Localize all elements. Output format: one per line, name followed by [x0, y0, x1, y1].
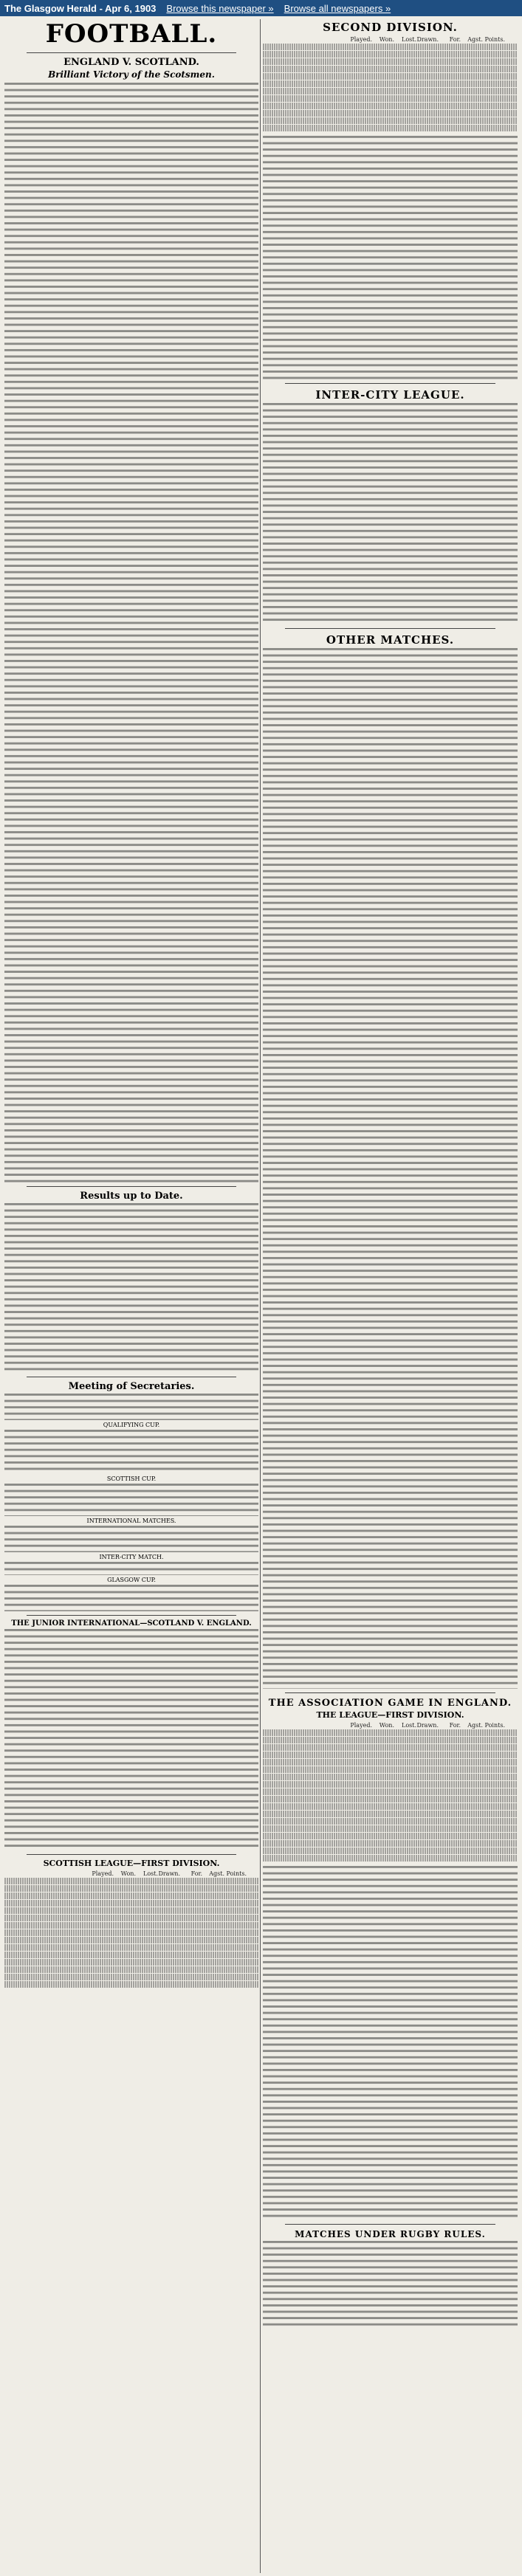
- newspaper-page: [0, 16, 522, 2576]
- col-for: For.: [449, 36, 461, 43]
- table-header: [4, 1870, 258, 1877]
- table-row: [263, 103, 518, 109]
- col-played: Played.: [350, 1722, 372, 1729]
- table-row: [4, 1878, 258, 1884]
- col-drawn: Drawn.: [158, 1870, 180, 1877]
- scottish-cup-heading: SCOTTISH CUP.: [106, 1475, 157, 1482]
- table-row: [263, 58, 518, 65]
- match-subtitle: Brilliant Victory of the Scotsmen.: [48, 69, 215, 80]
- table-row: [4, 1907, 258, 1914]
- divider: [285, 2224, 495, 2225]
- table-row: [263, 1811, 518, 1817]
- table-row: [4, 1915, 258, 1921]
- table-row: [4, 1893, 258, 1899]
- table-row: [263, 1752, 518, 1758]
- col-agst: Agst.: [209, 1870, 224, 1877]
- col-for: For.: [449, 1722, 461, 1729]
- table-row: [263, 51, 518, 58]
- table-row: [4, 1900, 258, 1907]
- league-table: [4, 1870, 258, 1988]
- league-first-division-heading: THE LEAGUE—FIRST DIVISION.: [316, 1710, 464, 1720]
- table-row: [263, 1774, 518, 1780]
- divider: [27, 1615, 236, 1616]
- table-row: [263, 1855, 518, 1862]
- glasgow-cup-dates: [4, 1585, 258, 1611]
- col-drawn: Drawn.: [416, 1722, 439, 1729]
- internationals-dates: [4, 1526, 258, 1552]
- qualifying-cup-heading: QUALIFYING CUP.: [103, 1422, 160, 1428]
- second-division-heading: SECOND DIVISION.: [323, 21, 458, 34]
- table-row: [263, 1833, 518, 1839]
- col-drawn: Drawn.: [416, 36, 439, 43]
- col-lost: Lost.: [402, 36, 416, 43]
- internationals-heading: INTERNATIONAL MATCHES.: [86, 1518, 176, 1524]
- col-agst: Agst.: [467, 1722, 483, 1729]
- results-list: [4, 1203, 258, 1373]
- col-played: Played.: [350, 36, 372, 43]
- intercity-heading: INTER-CITY MATCH.: [99, 1554, 164, 1560]
- col-points: Points.: [484, 1722, 505, 1729]
- table-row: [263, 66, 518, 72]
- table-row: [4, 1974, 258, 1980]
- col-for: For.: [190, 1870, 202, 1877]
- table-row: [263, 88, 518, 94]
- table-row: [4, 1952, 258, 1958]
- col-played: Played.: [92, 1870, 114, 1877]
- table-row: [263, 1729, 518, 1736]
- glasgow-cup-heading: GLASGOW CUP.: [107, 1577, 156, 1583]
- table-row: [263, 125, 518, 131]
- table-row: [263, 1847, 518, 1854]
- intercity-league-heading: INTER-CITY LEAGUE.: [315, 388, 465, 402]
- article-body: [4, 83, 258, 1182]
- intercity-league-body: [263, 403, 518, 624]
- other-matches-body: [263, 648, 518, 1689]
- table-row: [263, 1781, 518, 1788]
- meeting-intro: [4, 1394, 258, 1420]
- scottish-cup-dates: [4, 1484, 258, 1516]
- table-row: [4, 1966, 258, 1973]
- intercity-dates: [4, 1562, 258, 1575]
- col-points: Points.: [226, 1870, 247, 1877]
- table-row: [263, 1744, 518, 1751]
- col-won: Won.: [379, 1722, 394, 1729]
- browse-issue-link[interactable]: Browse this newspaper »: [166, 2, 274, 14]
- rugby-heading: MATCHES UNDER RUGBY RULES.: [295, 2229, 486, 2239]
- col-agst: Agst.: [467, 36, 483, 43]
- meeting-heading: Meeting of Secretaries.: [68, 1381, 195, 1392]
- table-row: [263, 117, 518, 124]
- table-row: [263, 1766, 518, 1773]
- col-won: Won.: [379, 36, 394, 43]
- second-division-reports: [263, 136, 518, 379]
- col-won: Won.: [120, 1870, 136, 1877]
- browser-toolbar: [0, 0, 522, 16]
- section-heading-football: FOOTBALL.: [45, 19, 218, 49]
- right-column: [263, 16, 518, 2576]
- table-row: [4, 1944, 258, 1951]
- divider: [27, 52, 236, 53]
- divider: [27, 1186, 236, 1187]
- table-header: [263, 1722, 518, 1729]
- newspaper-title: The Glasgow Herald - Apr 6, 1903: [4, 2, 157, 14]
- col-lost: Lost.: [143, 1870, 158, 1877]
- table-row: [263, 1825, 518, 1832]
- table-row: [263, 110, 518, 117]
- divider: [285, 1692, 495, 1693]
- scottish-league-heading: SCOTTISH LEAGUE—FIRST DIVISION.: [43, 1859, 220, 1868]
- table-row: [263, 73, 518, 80]
- association-heading: THE ASSOCIATION GAME IN ENGLAND.: [268, 1698, 512, 1709]
- table-row: [4, 1922, 258, 1929]
- divider: [27, 1854, 236, 1855]
- other-matches-heading: OTHER MATCHES.: [326, 633, 455, 647]
- junior-international-body: [4, 1629, 258, 1850]
- table-row: [263, 1840, 518, 1847]
- divider: [285, 628, 495, 629]
- table-row: [263, 1737, 518, 1743]
- table-row: [4, 1885, 258, 1892]
- col-lost: Lost.: [402, 1722, 416, 1729]
- association-reports: [263, 1866, 518, 2220]
- table-row: [4, 1981, 258, 1988]
- table-row: [263, 95, 518, 102]
- table-row: [263, 44, 518, 50]
- table-row: [4, 1959, 258, 1966]
- table-row: [263, 1818, 518, 1825]
- table-row: [263, 80, 518, 87]
- divider: [285, 383, 495, 384]
- table-row: [4, 1929, 258, 1936]
- rugby-body: [263, 2241, 518, 2329]
- results-heading: Results up to Date.: [80, 1191, 183, 1202]
- table-row: [263, 1803, 518, 1810]
- column-rule: [260, 19, 261, 2573]
- left-column: [4, 16, 258, 2576]
- second-division-table: [263, 36, 518, 131]
- browse-all-link[interactable]: Browse all newspapers »: [284, 2, 391, 14]
- table-row: [263, 1788, 518, 1795]
- col-points: Points.: [484, 36, 505, 43]
- table-row: [263, 1796, 518, 1802]
- match-title: ENGLAND V. SCOTLAND.: [63, 57, 199, 68]
- table-row: [263, 1759, 518, 1766]
- english-league-table: [263, 1722, 518, 1862]
- table-header: [263, 36, 518, 43]
- junior-international-heading: THE JUNIOR INTERNATIONAL—SCOTLAND V. ENGLAND.: [11, 1619, 252, 1628]
- qualifying-cup-dates: [4, 1430, 258, 1474]
- table-row: [4, 1937, 258, 1943]
